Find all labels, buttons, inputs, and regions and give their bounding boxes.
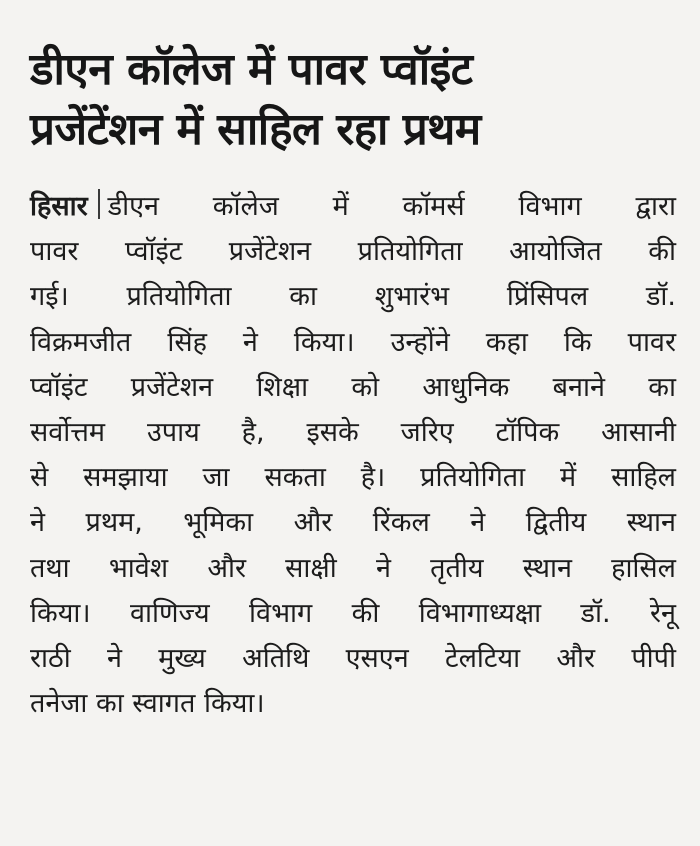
body-line: विक्रमजीत सिंह ने किया। उन्होंने कहा कि पावर <box>30 326 676 358</box>
dateline: हिसार <box>30 191 88 222</box>
headline <box>30 40 680 160</box>
body-line: प्वॉइंट प्रजेंटेशन शिक्षा को आधुनिक बनाने का <box>30 371 676 403</box>
body-line: ने प्रथम, भूमिका और रिंकल ने द्वितीय स्थान <box>30 507 676 539</box>
headline-line-1: डीएन कॉलेज में पावर प्वॉइंट <box>30 44 473 95</box>
body-line: राठी ने मुख्य अतिथि एसएन टेलटिया और पीपी <box>30 643 676 675</box>
body-line: तनेजा का स्वागत किया। <box>30 688 265 720</box>
body-line: किया। वाणिज्य विभाग की विभागाध्यक्षा डॉ. रेनू <box>30 597 676 629</box>
body-line-text: डीएन कॉलेज में कॉमर्स विभाग द्वारा <box>107 191 676 222</box>
body-line: सर्वोत्तम उपाय है, इसके जरिए टॉपिक आसानी <box>30 417 676 449</box>
headline-line-2: प्रजेंटेंशन में साहिल रहा प्रथम <box>30 104 481 155</box>
body-line <box>30 184 676 229</box>
body-line: से समझाया जा सकता है। प्रतियोगिता में साहिल <box>30 462 676 494</box>
article-body <box>30 184 676 726</box>
dateline-separator <box>98 189 100 219</box>
body-line: पावर प्वॉइंट प्रजेंटेशन प्रतियोगिता आयोजित की <box>30 236 676 268</box>
body-line: गई। प्रतियोगिता का शुभारंभ प्रिंसिपल डॉ. <box>30 281 676 313</box>
body-line: तथा भावेश और साक्षी ने तृतीय स्थान हासिल <box>30 552 676 584</box>
